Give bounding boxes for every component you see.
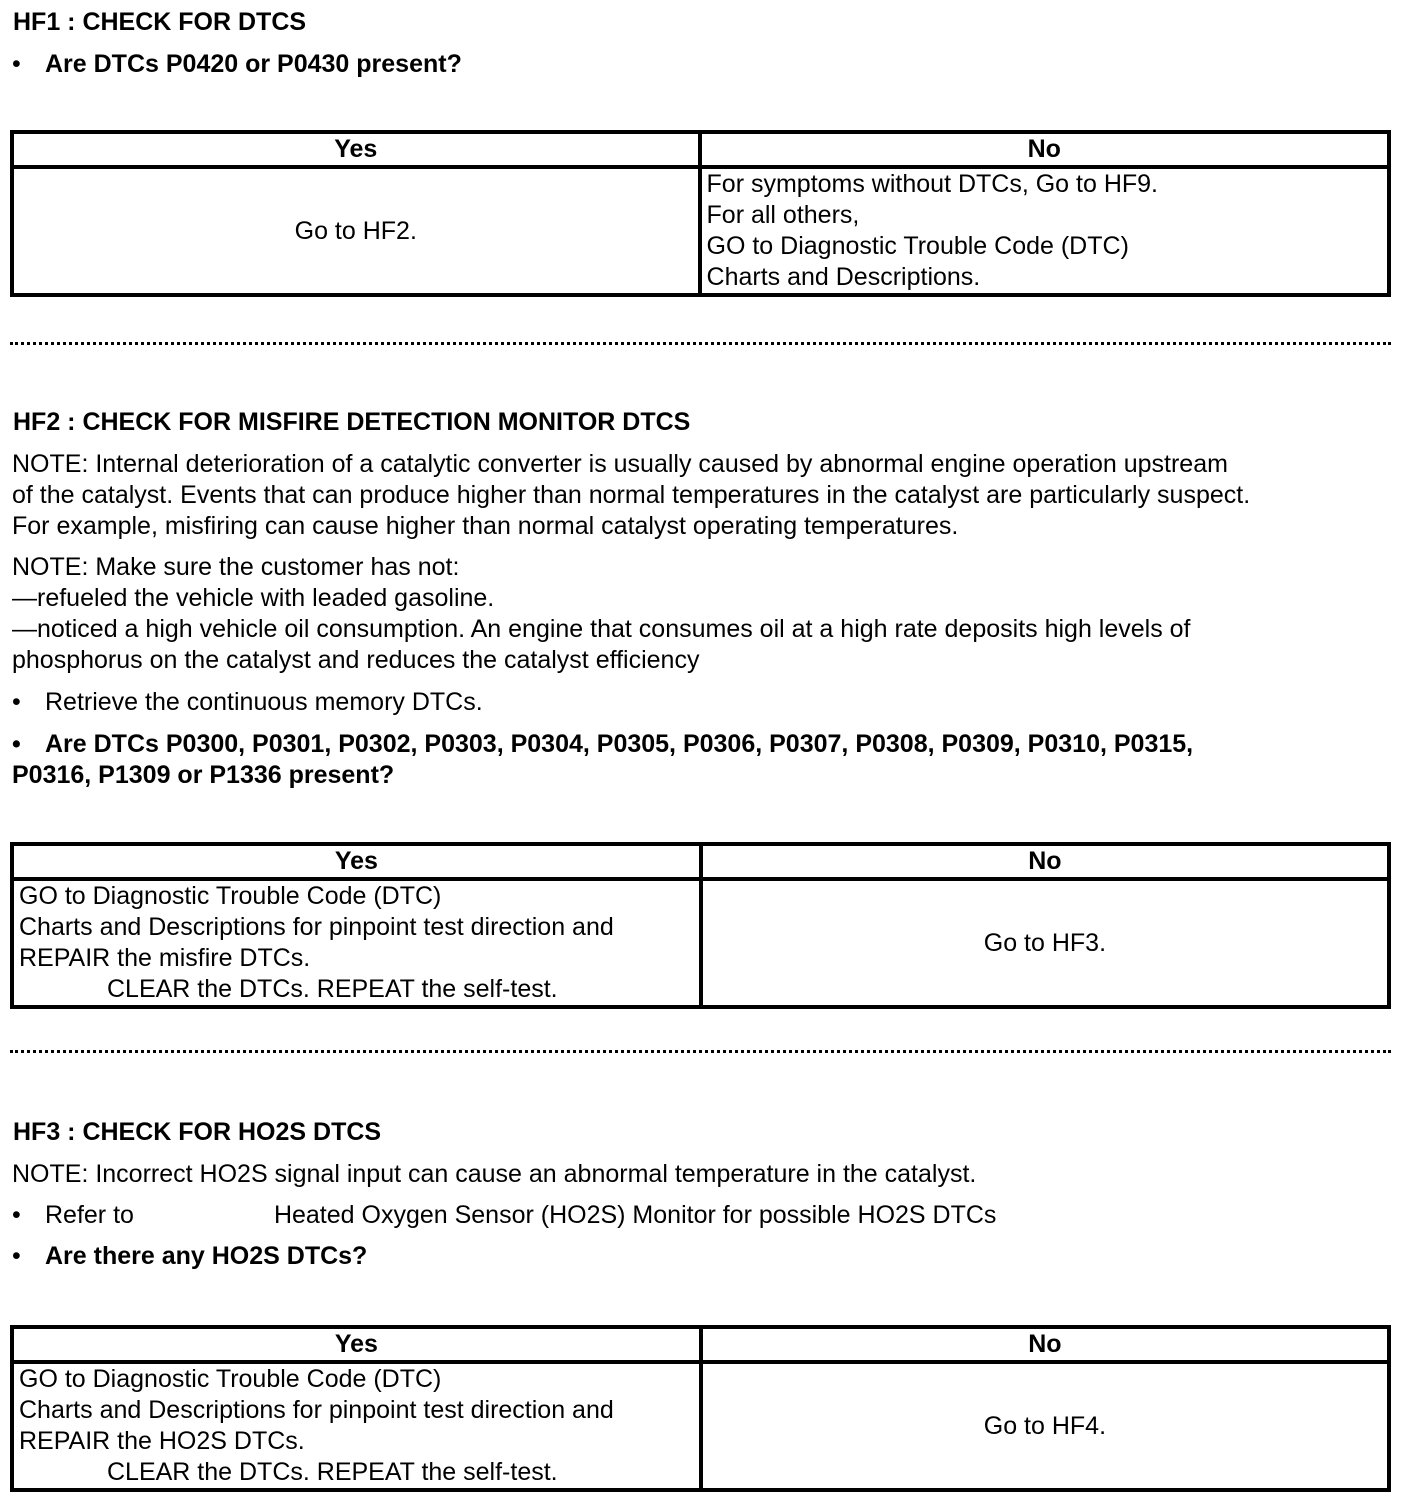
- hf1-question: [12, 49, 1402, 80]
- yes-header: Yes: [12, 1327, 701, 1362]
- note-line: of the catalyst. Events that can produce higher than normal temperatures in the catalyst are particularly suspect.: [12, 481, 1251, 509]
- hf2-note-catalyst: [12, 449, 1402, 542]
- hf1-yes-cell: Go to HF2.: [12, 167, 700, 295]
- note-line: phosphorus on the catalyst and reduces the catalyst efficiency: [12, 646, 700, 674]
- yes-header: Yes: [12, 844, 701, 879]
- hf3-yes-line: Charts and Descriptions for pinpoint test direction and: [19, 1396, 614, 1424]
- note-line: —refueled the vehicle with leaded gasoline.: [12, 584, 495, 612]
- hf2-question: [12, 729, 1402, 791]
- hf2-yes-cell: [12, 879, 701, 1007]
- section-divider: [10, 342, 1391, 345]
- hf1-no-line: Charts and Descriptions.: [706, 263, 981, 291]
- bullet-icon: •: [12, 50, 21, 78]
- no-header: No: [700, 132, 1389, 167]
- bullet-icon: •: [12, 730, 21, 758]
- hf3-decision-table: [10, 1325, 1391, 1492]
- hf2-decision-table: [10, 842, 1391, 1009]
- hf3-question-text: Are there any HO2S DTCs?: [45, 1242, 368, 1270]
- hf3-yes-line: REPAIR the HO2S DTCs.: [19, 1427, 305, 1455]
- hf2-no-cell: Go to HF3.: [701, 879, 1389, 1007]
- hf2-question-line: P0316, P1309 or P1336 present?: [12, 761, 395, 789]
- note-line: NOTE: Incorrect HO2S signal input can cause an abnormal temperature in the catalyst.: [12, 1160, 977, 1188]
- no-header: No: [701, 844, 1389, 879]
- hf3-yes-line: GO to Diagnostic Trouble Code (DTC): [19, 1365, 442, 1393]
- hf2-step-text: Retrieve the continuous memory DTCs.: [45, 688, 483, 716]
- hf3-question: [12, 1241, 1402, 1272]
- hf2-yes-line: REPAIR the misfire DTCs.: [19, 944, 311, 972]
- bullet-icon: •: [12, 688, 21, 716]
- yes-header: Yes: [12, 132, 700, 167]
- hf3-heading: HF3 : CHECK FOR HO2S DTCS: [13, 1118, 382, 1146]
- note-line: For example, misfiring can cause higher than normal catalyst operating temperatures.: [12, 512, 959, 540]
- hf1-no-line: For all others,: [706, 201, 860, 229]
- hf3-step-prefix: Refer to: [45, 1201, 134, 1229]
- hf3-step: [12, 1200, 1402, 1231]
- hf3-yes-cell: [12, 1362, 701, 1490]
- hf1-decision-table: [10, 130, 1391, 297]
- bullet-icon: •: [12, 1242, 21, 1270]
- hf3-step-link[interactable]: Heated Oxygen Sensor (HO2S) Monitor for possible HO2S DTCs: [273, 1201, 997, 1229]
- hf2-note-customer: [12, 552, 1402, 676]
- hf2-heading: HF2 : CHECK FOR MISFIRE DETECTION MONITOR DTCS: [13, 408, 691, 436]
- hf3-note: [12, 1159, 1402, 1190]
- section-divider: [10, 1050, 1391, 1053]
- no-header: No: [701, 1327, 1389, 1362]
- hf1-no-cell: [700, 167, 1389, 295]
- hf1-no-line: GO to Diagnostic Trouble Code (DTC): [706, 232, 1129, 260]
- hf3-yes-line: CLEAR the DTCs. REPEAT the self-test.: [107, 1458, 558, 1486]
- note-line: NOTE: Make sure the customer has not:: [12, 553, 460, 581]
- hf1-question-text: Are DTCs P0420 or P0430 present?: [45, 50, 462, 78]
- hf2-question-line: Are DTCs P0300, P0301, P0302, P0303, P0304, P0305, P0306, P0307, P0308, P0309, P0310, P0315,: [45, 730, 1194, 758]
- hf2-step: [12, 687, 1402, 718]
- hf2-yes-line: Charts and Descriptions for pinpoint test direction and: [19, 913, 614, 941]
- hf3-no-cell: Go to HF4.: [701, 1362, 1389, 1490]
- hf2-yes-line: GO to Diagnostic Trouble Code (DTC): [19, 882, 442, 910]
- note-line: —noticed a high vehicle oil consumption. An engine that consumes oil at a high rate deposits high levels of: [12, 615, 1191, 643]
- hf1-heading: HF1 : CHECK FOR DTCS: [13, 8, 307, 36]
- bullet-icon: •: [12, 1201, 21, 1229]
- hf2-yes-line: CLEAR the DTCs. REPEAT the self-test.: [107, 975, 558, 1003]
- note-line: NOTE: Internal deterioration of a catalytic converter is usually caused by abnormal engine operation upstream: [12, 450, 1228, 478]
- hf1-no-line: For symptoms without DTCs, Go to HF9.: [706, 170, 1159, 198]
